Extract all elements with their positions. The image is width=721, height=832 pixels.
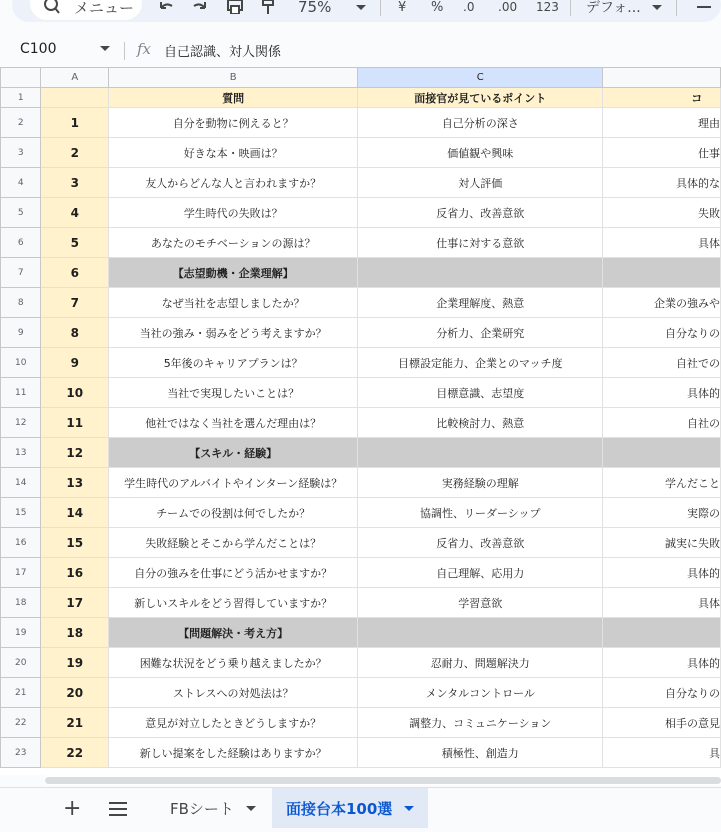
- row-number[interactable]: 8: [1, 288, 41, 318]
- header-cell[interactable]: コ: [603, 88, 721, 108]
- table-row: [1, 708, 721, 738]
- toolbar: [0, 0, 721, 28]
- row-number[interactable]: 22: [1, 708, 41, 738]
- section-row: [1, 258, 721, 288]
- comment-cell[interactable]: 実際の: [603, 498, 721, 528]
- font-select[interactable]: デフォ...: [586, 0, 641, 16]
- point-cell[interactable]: 忍耐力、問題解決力: [358, 648, 603, 678]
- scrollbar-thumb[interactable]: [45, 777, 721, 784]
- minus-icon[interactable]: [697, 0, 711, 14]
- search-icon: [44, 0, 60, 14]
- point-cell[interactable]: メンタルコントロール: [358, 678, 603, 708]
- question-number-cell[interactable]: 2: [41, 138, 109, 168]
- sheet-tab-active[interactable]: [272, 788, 428, 828]
- zoom-select[interactable]: 75%: [298, 0, 332, 16]
- point-cell[interactable]: [358, 618, 603, 648]
- select-all-corner[interactable]: [1, 68, 41, 88]
- question-number-cell[interactable]: 12: [41, 438, 109, 468]
- chevron-down-icon[interactable]: [652, 0, 662, 14]
- question-number-cell[interactable]: 5: [41, 228, 109, 258]
- point-cell[interactable]: 自己理解、応用力: [358, 558, 603, 588]
- point-cell[interactable]: 目標意識、志望度: [358, 378, 603, 408]
- chevron-down-icon[interactable]: [356, 0, 366, 14]
- row-number[interactable]: 21: [1, 678, 41, 708]
- row-number[interactable]: 13: [1, 438, 41, 468]
- question-cell[interactable]: 5年後のキャリアプランは？: [109, 348, 358, 378]
- row-number[interactable]: 3: [1, 138, 41, 168]
- comment-cell[interactable]: 失敗: [603, 198, 721, 228]
- point-cell[interactable]: 仕事に対する意欲: [358, 228, 603, 258]
- point-cell[interactable]: 対人評価: [358, 168, 603, 198]
- comment-cell[interactable]: 誠実に失敗: [603, 528, 721, 558]
- point-cell[interactable]: 実務経験の理解: [358, 468, 603, 498]
- paint-format-icon[interactable]: [262, 0, 276, 14]
- question-cell[interactable]: 新しい提案をした経験はありますか？: [109, 738, 358, 768]
- toolbar-divider: [380, 0, 381, 16]
- row-number[interactable]: 11: [1, 378, 41, 408]
- decrease-decimal-button[interactable]: .0: [463, 0, 475, 14]
- table-row: [1, 288, 721, 318]
- question-number-cell[interactable]: 7: [41, 288, 109, 318]
- column-header-a[interactable]: A: [41, 68, 109, 88]
- table-row: [1, 168, 721, 198]
- section-row: [1, 618, 721, 648]
- comment-cell[interactable]: 具体: [603, 228, 721, 258]
- point-cell[interactable]: 積極性、創造力: [358, 738, 603, 768]
- toolbar-divider: [676, 0, 677, 16]
- question-number-cell[interactable]: 19: [41, 648, 109, 678]
- point-cell[interactable]: 協調性、リーダーシップ: [358, 498, 603, 528]
- row-number[interactable]: 15: [1, 498, 41, 528]
- column-header-row: [1, 68, 721, 88]
- redo-icon[interactable]: [192, 0, 208, 14]
- table-row: [1, 88, 721, 108]
- formula-input[interactable]: 自己認識、対人関係: [164, 45, 282, 60]
- fx-icon: fx: [137, 40, 152, 58]
- row-number[interactable]: 5: [1, 198, 41, 228]
- sheet-tab-label: 面接台本100選: [286, 799, 393, 818]
- table-row: [1, 138, 721, 168]
- row-number[interactable]: 7: [1, 258, 41, 288]
- question-number-cell[interactable]: 17: [41, 588, 109, 618]
- section-row: [1, 438, 721, 468]
- row-number[interactable]: 16: [1, 528, 41, 558]
- question-number-cell[interactable]: 11: [41, 408, 109, 438]
- chevron-down-icon[interactable]: [404, 806, 414, 811]
- point-cell[interactable]: 分析力、企業研究: [358, 318, 603, 348]
- question-number-cell[interactable]: 16: [41, 558, 109, 588]
- section-title-cell[interactable]: 【志望動機・企業理解】: [109, 258, 358, 288]
- question-number-cell[interactable]: 1: [41, 108, 109, 138]
- comment-cell[interactable]: 具: [603, 738, 721, 768]
- question-number-cell[interactable]: 21: [41, 708, 109, 738]
- horizontal-scrollbar[interactable]: [45, 775, 721, 785]
- spreadsheet-grid[interactable]: [0, 67, 721, 775]
- question-cell[interactable]: 自分を動物に例えると？: [109, 108, 358, 138]
- currency-format-button[interactable]: ¥: [398, 0, 407, 15]
- comment-cell[interactable]: 企業の強みや: [603, 288, 721, 318]
- question-cell[interactable]: 新しいスキルをどう習得していますか？: [109, 588, 358, 618]
- comment-cell[interactable]: 具体的: [603, 648, 721, 678]
- row-number[interactable]: 17: [1, 558, 41, 588]
- question-cell[interactable]: 自分の強みを仕事にどう活かせますか？: [109, 558, 358, 588]
- question-cell[interactable]: チームでの役割は何でしたか？: [109, 498, 358, 528]
- sheet-tab[interactable]: [170, 788, 256, 828]
- comment-cell[interactable]: 自分なりの: [603, 678, 721, 708]
- question-number-cell[interactable]: 10: [41, 378, 109, 408]
- question-cell[interactable]: 失敗経験とそこから学んだことは？: [109, 528, 358, 558]
- header-cell[interactable]: 質問: [109, 88, 358, 108]
- row-number[interactable]: 12: [1, 408, 41, 438]
- question-number-cell[interactable]: 8: [41, 318, 109, 348]
- table-row: [1, 678, 721, 708]
- undo-icon[interactable]: [158, 0, 174, 14]
- point-cell[interactable]: 反省力、改善意欲: [358, 198, 603, 228]
- question-cell[interactable]: 好きな本・映画は？: [109, 138, 358, 168]
- question-number-cell[interactable]: 14: [41, 498, 109, 528]
- row-number[interactable]: 23: [1, 738, 41, 768]
- row-number[interactable]: 6: [1, 228, 41, 258]
- point-cell[interactable]: 企業理解度、熱意: [358, 288, 603, 318]
- column-header-d[interactable]: [603, 68, 721, 88]
- question-number-cell[interactable]: 9: [41, 348, 109, 378]
- question-cell[interactable]: 当社で実現したいことは？: [109, 378, 358, 408]
- question-cell[interactable]: あなたのモチベーションの源は？: [109, 228, 358, 258]
- section-title-cell[interactable]: 【問題解決・考え方】: [109, 618, 358, 648]
- table-row: [1, 318, 721, 348]
- increase-decimal-button[interactable]: .00: [498, 0, 518, 14]
- comment-cell[interactable]: 理由: [603, 108, 721, 138]
- comment-cell[interactable]: [603, 258, 721, 288]
- row-number[interactable]: 10: [1, 348, 41, 378]
- question-cell[interactable]: 学生時代の失敗は？: [109, 198, 358, 228]
- table-row: [1, 528, 721, 558]
- column-header-c[interactable]: C: [358, 68, 603, 88]
- point-cell[interactable]: 学習意欲: [358, 588, 603, 618]
- row-number[interactable]: 19: [1, 618, 41, 648]
- comment-cell[interactable]: 具体的: [603, 378, 721, 408]
- question-number-cell[interactable]: 6: [41, 258, 109, 288]
- point-cell[interactable]: 自己分析の深さ: [358, 108, 603, 138]
- point-cell[interactable]: 目標設定能力、企業とのマッチ度: [358, 348, 603, 378]
- row-number[interactable]: 9: [1, 318, 41, 348]
- sheet-tab-label: FBシート: [170, 799, 234, 818]
- name-box[interactable]: C100: [20, 41, 57, 57]
- table-row: [1, 468, 721, 498]
- question-cell[interactable]: 学生時代のアルバイトやインターン経験は？: [109, 468, 358, 498]
- row-number[interactable]: 4: [1, 168, 41, 198]
- question-cell[interactable]: 他社ではなく当社を選んだ理由は？: [109, 408, 358, 438]
- comment-cell[interactable]: 自社の: [603, 408, 721, 438]
- sheet-tabs-bar: [0, 787, 721, 832]
- row-number[interactable]: 14: [1, 468, 41, 498]
- row-number[interactable]: 1: [1, 88, 41, 108]
- question-cell[interactable]: なぜ当社を志望しましたか？: [109, 288, 358, 318]
- header-cell[interactable]: [41, 88, 109, 108]
- header-cell[interactable]: 面接官が見ているポイント: [358, 88, 603, 108]
- question-cell[interactable]: 友人からどんな人と言われますか？: [109, 168, 358, 198]
- question-cell[interactable]: 意見が対立したときどうしますか？: [109, 708, 358, 738]
- row-number[interactable]: 2: [1, 108, 41, 138]
- divider: [124, 42, 125, 60]
- comment-cell[interactable]: 自分なりの: [603, 318, 721, 348]
- point-cell[interactable]: 価値観や興味: [358, 138, 603, 168]
- table-row: [1, 588, 721, 618]
- table-row: [1, 378, 721, 408]
- question-cell[interactable]: ストレスへの対処法は？: [109, 678, 358, 708]
- all-sheets-menu-icon[interactable]: [109, 802, 127, 820]
- point-cell[interactable]: 反省力、改善意欲: [358, 528, 603, 558]
- row-number[interactable]: 20: [1, 648, 41, 678]
- question-number-cell[interactable]: 15: [41, 528, 109, 558]
- comment-cell[interactable]: 具体的: [603, 558, 721, 588]
- comment-cell[interactable]: 自社での: [603, 348, 721, 378]
- number-format-button[interactable]: 123: [536, 0, 559, 14]
- table-row: [1, 558, 721, 588]
- table-row: [1, 738, 721, 768]
- table-row: [1, 408, 721, 438]
- formula-bar: [0, 34, 721, 66]
- menu-label: メニュー: [74, 0, 135, 17]
- section-title-cell[interactable]: 【スキル・経験】: [109, 438, 358, 468]
- comment-cell[interactable]: [603, 618, 721, 648]
- row-number[interactable]: 18: [1, 588, 41, 618]
- table-row: [1, 648, 721, 678]
- table-row: [1, 348, 721, 378]
- comment-cell[interactable]: 相手の意見: [603, 708, 721, 738]
- add-sheet-button[interactable]: +: [63, 796, 82, 821]
- question-number-cell[interactable]: 22: [41, 738, 109, 768]
- comment-cell[interactable]: 具体: [603, 588, 721, 618]
- point-cell[interactable]: [358, 258, 603, 288]
- question-number-cell[interactable]: 3: [41, 168, 109, 198]
- comment-cell[interactable]: 学んだこと: [603, 468, 721, 498]
- question-number-cell[interactable]: 18: [41, 618, 109, 648]
- question-cell[interactable]: 当社の強み・弱みをどう考えますか？: [109, 318, 358, 348]
- point-cell[interactable]: 調整力、コミュニケーション: [358, 708, 603, 738]
- table-row: [1, 228, 721, 258]
- chevron-down-icon[interactable]: [100, 46, 110, 51]
- percent-format-button[interactable]: %: [431, 0, 444, 15]
- column-header-b[interactable]: B: [109, 68, 358, 88]
- table-row: [1, 108, 721, 138]
- table-row: [1, 498, 721, 528]
- chevron-down-icon[interactable]: [246, 806, 256, 811]
- point-cell[interactable]: 比較検討力、熱意: [358, 408, 603, 438]
- comment-cell[interactable]: 仕事: [603, 138, 721, 168]
- table-row: [1, 198, 721, 228]
- point-cell[interactable]: [358, 438, 603, 468]
- print-icon[interactable]: [226, 0, 244, 14]
- toolbar-divider: [570, 0, 571, 16]
- comment-cell[interactable]: [603, 438, 721, 468]
- question-number-cell[interactable]: 13: [41, 468, 109, 498]
- question-number-cell[interactable]: 20: [41, 678, 109, 708]
- question-number-cell[interactable]: 4: [41, 198, 109, 228]
- comment-cell[interactable]: 具体的な: [603, 168, 721, 198]
- question-cell[interactable]: 困難な状況をどう乗り越えましたか？: [109, 648, 358, 678]
- sheet-table: [0, 67, 721, 768]
